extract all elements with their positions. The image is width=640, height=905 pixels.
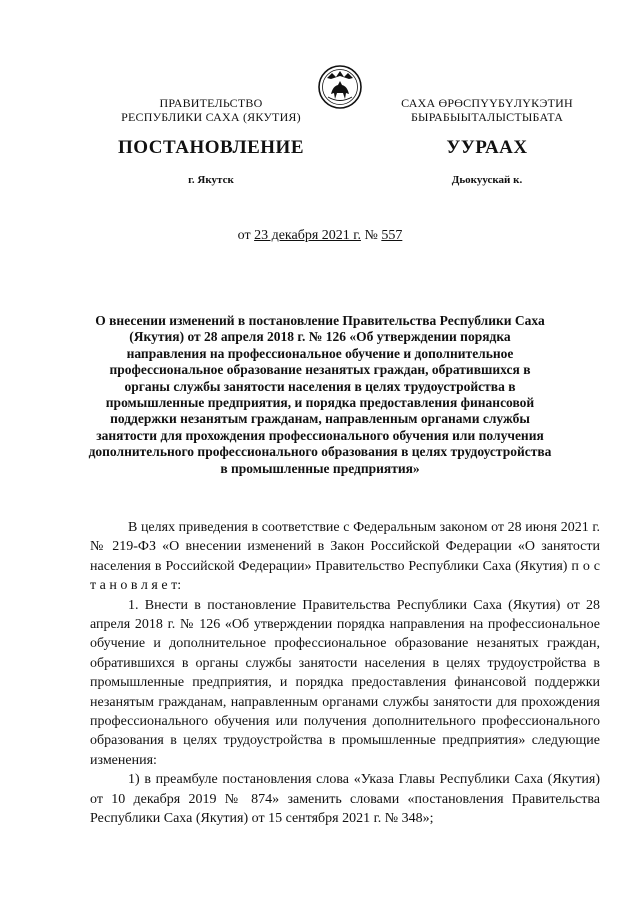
header-left-line2: РЕСПУБЛИКИ САХА (ЯКУТИЯ) <box>121 110 301 124</box>
header-left-block <box>96 96 326 124</box>
document-date: 23 декабря 2021 г. <box>254 228 361 243</box>
document-number: 557 <box>381 228 403 243</box>
date-prefix: от <box>237 228 251 243</box>
city-yakut: Дьокуускай к. <box>451 174 523 186</box>
number-sign: № <box>364 228 378 243</box>
header-left-line1: ПРАВИТЕЛЬСТВО <box>159 96 263 110</box>
document-title: О внесении изменений в постановление Правительства Республики Саха (Якутия) от 28 апреля 2018 г. № 126 «Об утверждении порядка направления на профессиональное обучение и дополнительное профессиональное образование незанятых граждан, обратившихся в органы службы занятости населения в целях трудоустройства в промышленные предприятия, и порядка предоставления финансовой поддержки незанятым гражданам, направленным органами службы занятости для прохождения профессионального обучения или получения дополнительного профессионального образования в целях трудоустройства в промышленные предприятия» <box>88 313 552 476</box>
date-and-number <box>0 228 640 244</box>
document-body <box>90 518 600 829</box>
body-paragraph-item-1: 1. Внести в постановление Правительства Республики Саха (Якутия) от 28 апреля 2018 г. № 126 «Об утверждении порядка направления на профессиональное обучение и дополнительное профессиональное образование незанятых граждан, обратившихся в органы службы занятости населения в целях трудоустройства в промышленные предприятия, и порядка предоставления финансовой поддержки незанятым гражданам, направленным органами службы занятости для прохождения профессионального обучения или получения дополнительного профессионального образования в целях трудоустройства в промышленные предприятия» следующие изменения: <box>90 597 600 768</box>
body-paragraph-preamble: В целях приведения в соответствие с Федеральным законом от 28 июня 2021 г. № 219-ФЗ «О внесении изменений в Закон Российской Федерации «О занятости населения в Российской Федерации» Правительство Республики Саха (Якутия) п о с т а н о в л я е т: <box>90 520 600 594</box>
document-type-russian: ПОСТАНОВЛЕНИЕ <box>117 137 305 158</box>
document-type-yakut: УУРААХ <box>446 137 528 158</box>
body-paragraph-subitem-1: 1) в преамбуле постановления слова «Указа Главы Республики Саха (Якутия) от 10 декабря 2019 № 874» заменить словами «постановления Правительства Республики Саха (Якутия) от 15 сентября 2021 г. № 348»; <box>90 772 600 827</box>
header-right-line1: САХА ӨРӨСПҮҮБҮЛҮКЭТИН <box>401 96 573 110</box>
city-russian: г. Якутск <box>188 174 234 186</box>
header-right-line2: БЫРАБЫЫТАЛЫСТЫБАТА <box>410 110 564 124</box>
header-right-block <box>372 96 602 124</box>
